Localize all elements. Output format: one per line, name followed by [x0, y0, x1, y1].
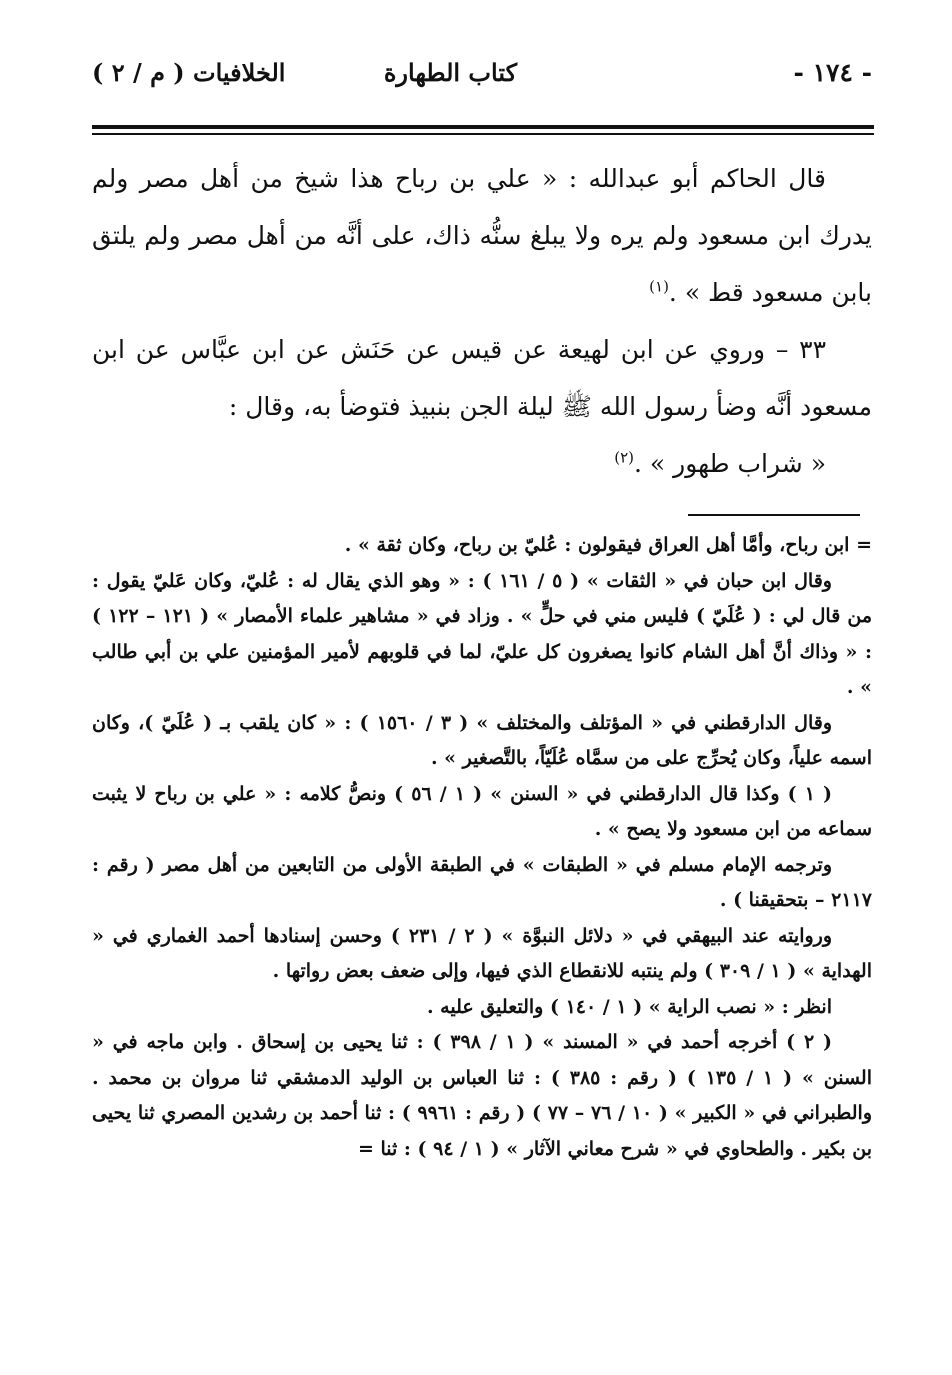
series-title: الخلافيات ( م / ٢ ) [92, 58, 286, 87]
footnote-line: ( ٢ ) أخرجه أحمد في « المسند » ( ١ / ٣٩٨ ) : ثنا يحيى بن إسحاق . وابن ماجه في « السنن » ( ١ / ١٣٥ ) ( رقم : ٣٨٥ ) : ثنا العباس بن الوليد الدمشقي ثنا مروان بن محمد . والطبراني في « الكبير » ( ١٠ / ٧٦ – ٧٧ ) ( رقم : ٩٩٦١ ) : ثنا أحمد بن رشدين المصري ثنا يحيى بن بكير . والطحاوي في « شرح معاني الآثار » ( ١ / ٩٤ ) : ثنا = [92, 1031, 873, 1160]
footnote-mark: (١) [649, 277, 669, 296]
running-header [92, 58, 872, 98]
page-number: - ١٧٤ - [793, 58, 872, 87]
footnote-line: وترجمه الإمام مسلم في « الطبقات » في الطبقة الأولى من التابعين من أهل مصر ( رقم : ٢١١٧ – بتحقيقنا ) . [92, 853, 872, 911]
footnote-line: وقال الدارقطني في « المؤتلف والمختلف » ( ٣ / ١٥٦٠ ) : « كان يلقب بـ ( عُلَيّ )، وكان اسمه علياً، وكان يُحرِّج على من سمَّاه عُلَيّاً، بالتَّصغير » . [92, 711, 872, 769]
footnote-line: = ابن رباح، وأمَّا أهل العراق فيقولون : عُليّ بن رباح، وكان ثقة » . [344, 534, 872, 556]
footnote-mark: (٢) [614, 448, 635, 467]
header-rule-thick [92, 125, 874, 129]
footnote-line: وقال ابن حبان في « الثقات » ( ٥ / ١٦١ ) : « وهو الذي يقال له : عُليّ، وكان عَليّ يقول : من قال لي : ( عُلَيّ ) فليس مني في حلٍّ » . وزاد في « مشاهير علماء الأمصار » ( ١٢١ – ١٢٢ ) : « وذاك أنَّ أهل الشام كانوا يصغرون كل عليّ، لما في قلوبهم لأمير المؤمنين علي بن أبي طالب » . [92, 569, 873, 698]
main-paragraph: « شراب طهور » .$^{(٢)}$ [614, 448, 826, 478]
main-paragraph: قال الحاكم أبو عبدالله : « علي بن رباح هذا شيخ من أهل مصر ولم يدرك ابن مسعود ولم يره ولا يبلغ سنُّه ذاك، على أنَّه من أهل مصر ولم يلتق بابن مسعود قط » .$^{(١)}$ [92, 164, 872, 307]
footnote-separator [688, 514, 860, 516]
footnotes [92, 528, 872, 1167]
footnote-line: وروايته عند البيهقي في « دلائل النبوَّة » ( ٢ / ٢٣١ ) وحسن إسنادها أحمد الغماري في « الهداية » ( ١ / ٣٠٩ ) ولم ينتبه للانقطاع الذي فيها، وإلى ضعف بعض رواتها . [92, 924, 872, 982]
footnote-line: انظر : « نصب الراية » ( ١ / ١٤٠ ) والتعليق عليه . [426, 995, 832, 1018]
main-text [92, 150, 872, 492]
book-title: كتاب الطهارة [383, 58, 517, 87]
header-rule-thin [92, 133, 874, 135]
main-paragraph: ٣٣ – وروي عن ابن لهيعة عن قيس عن حَنَش عن ابن عبَّاس عن ابن مسعود أنَّه وضأ رسول الله ﷺ ليلة الجن بنبيذ فتوضأ به، وقال : [92, 335, 872, 421]
footnote-line: ( ١ ) وكذا قال الدارقطني في « السنن » ( ١ / ٥٦ ) ونصُّ كلامه : « علي بن رباح لا يثبت سماعه من ابن مسعود ولا يصح » . [92, 782, 872, 840]
